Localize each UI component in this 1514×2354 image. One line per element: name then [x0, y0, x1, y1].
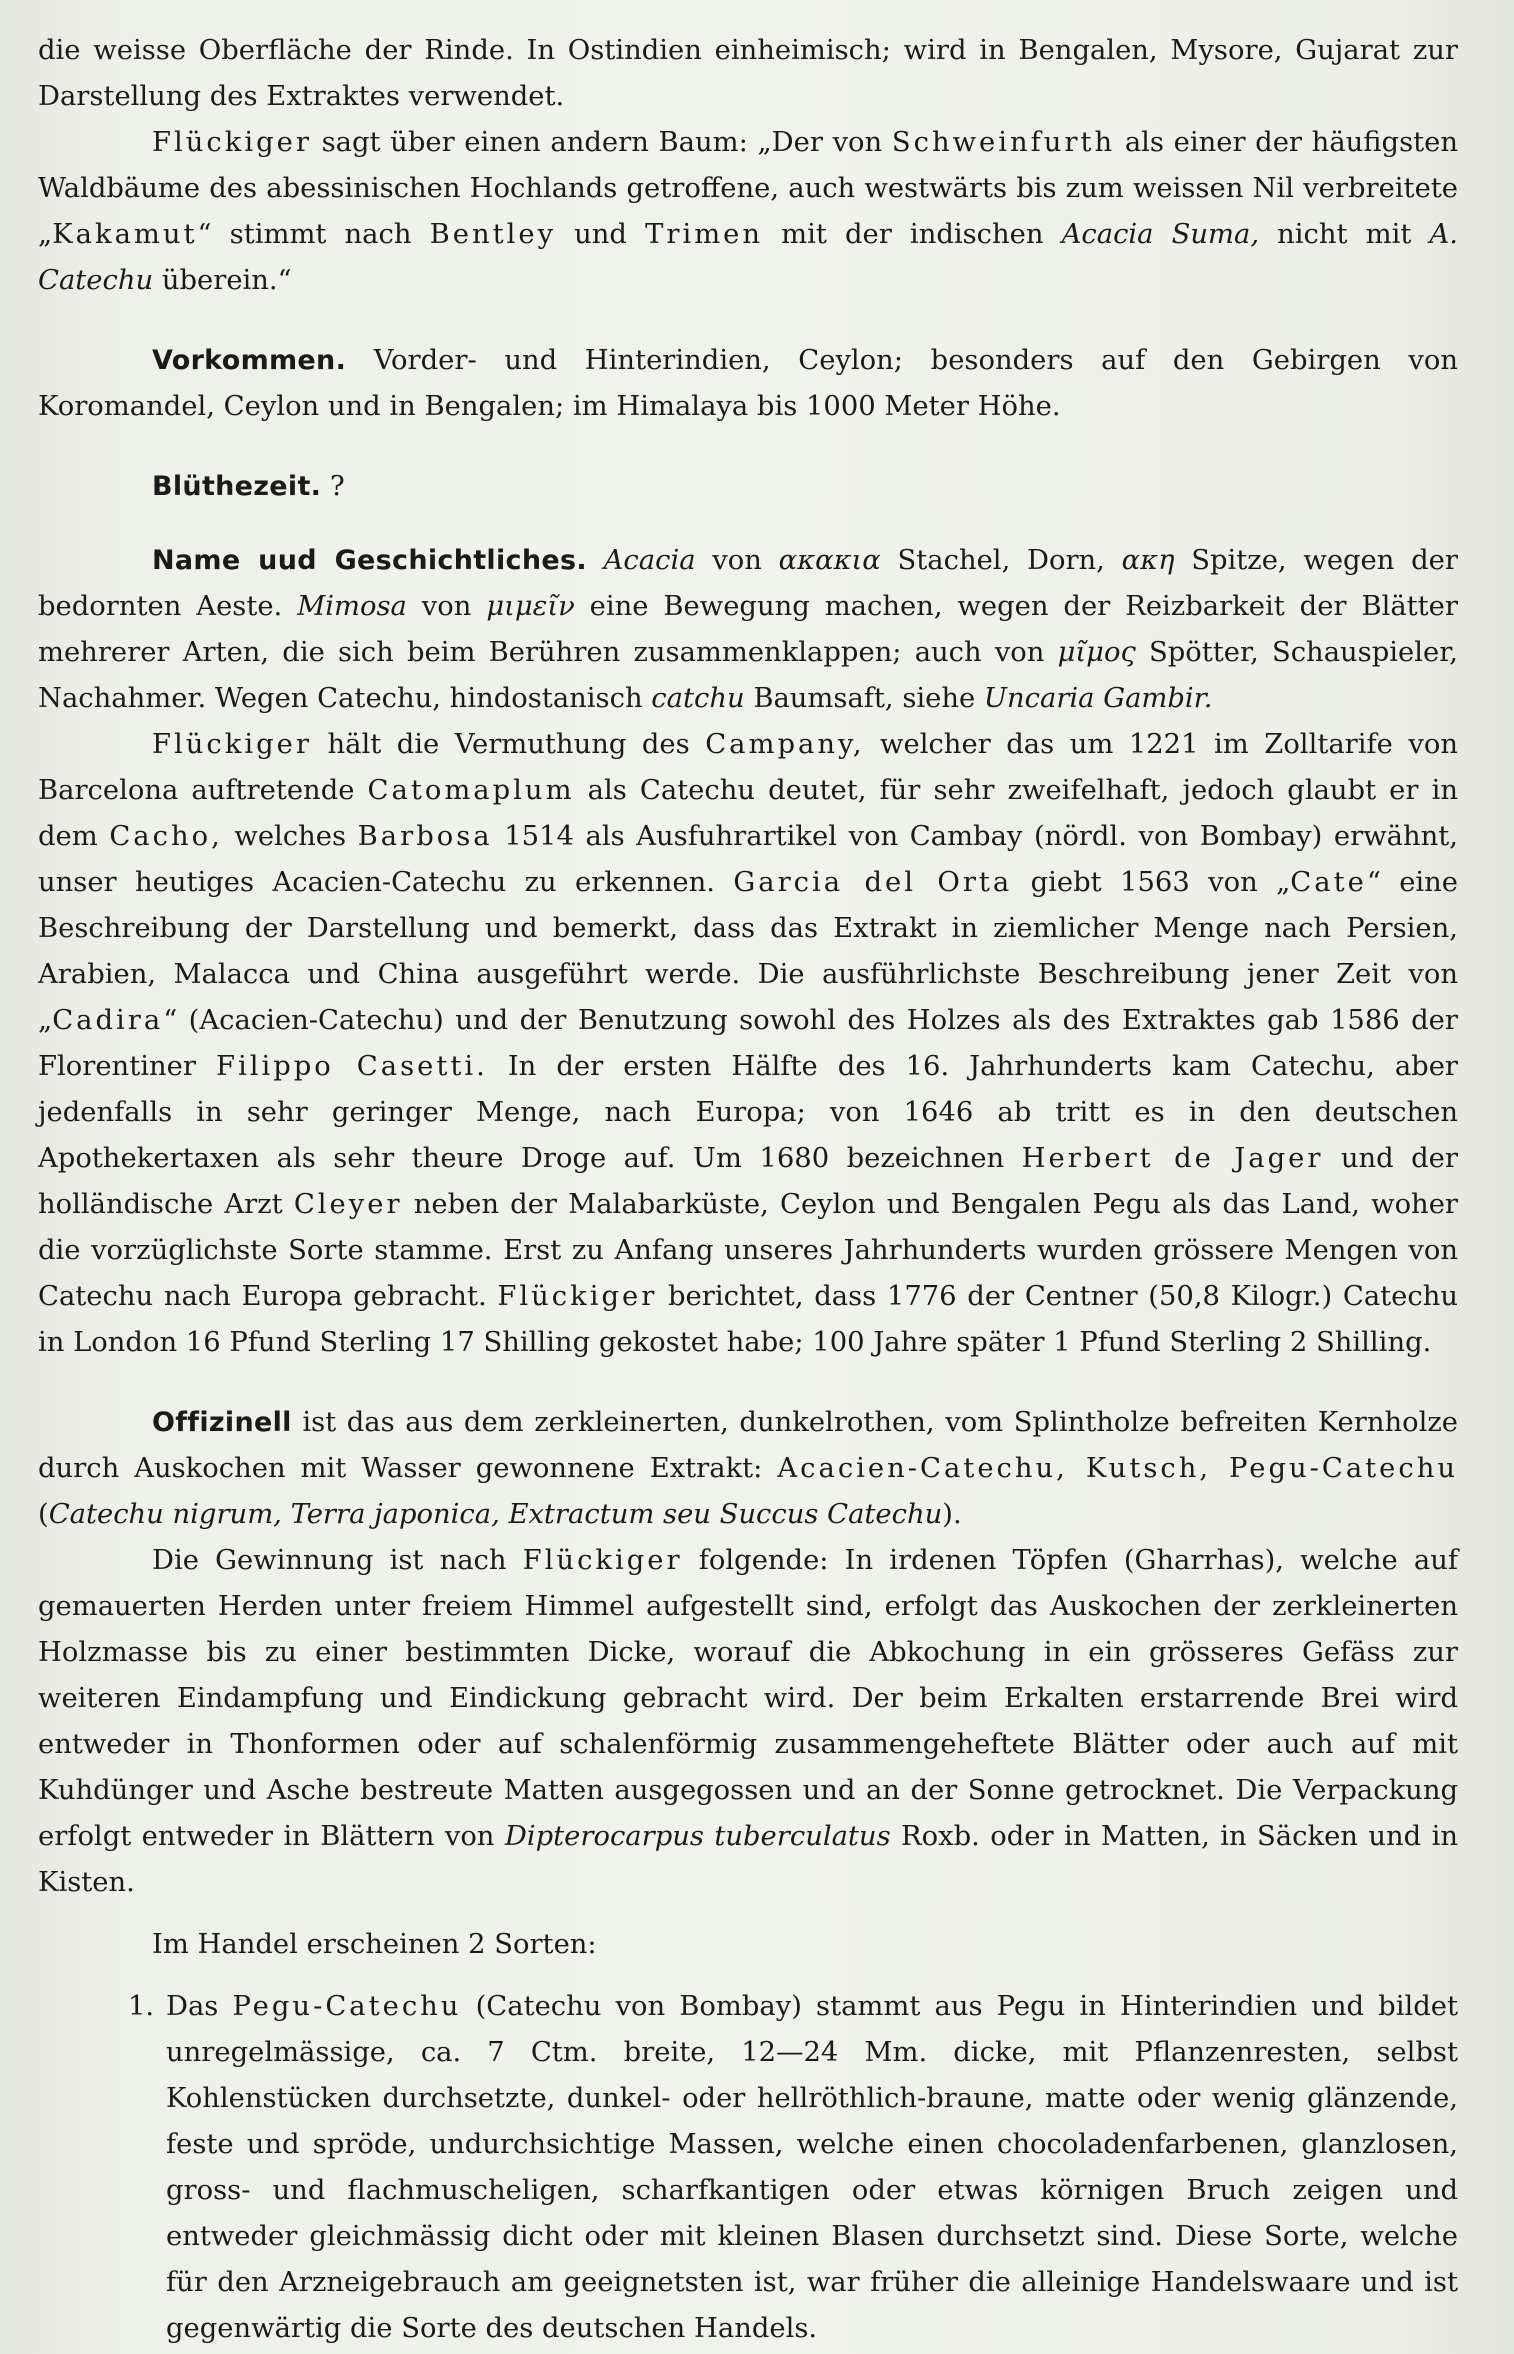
- text: Baumsaft, siehe: [744, 683, 984, 714]
- text: eine Bewegung machen, wegen der Reizbarkeit der Blätter mehrerer Arten, die sich beim Berühren zusammenklappen; auch von: [38, 591, 1458, 668]
- text: ?: [321, 471, 345, 502]
- name-flueckiger: Flückiger: [522, 1545, 683, 1576]
- text: überein.“: [153, 265, 292, 296]
- term-catechu-names: Acacien-Catechu, Kutsch, Pegu-Catechu: [777, 1453, 1458, 1484]
- name: Cadira: [52, 1005, 164, 1036]
- text: Spötter, Schauspieler, Nachahmer. Wegen Catechu, hindostanisch: [38, 637, 1458, 714]
- list-item-pegu-catechu: [128, 1984, 1458, 2352]
- name-trimen: Trimen: [645, 219, 764, 250]
- text: Roxb. oder in Matten, in Säcken und in Kisten.: [38, 1821, 1458, 1898]
- text: Stachel, Dorn,: [880, 545, 1122, 576]
- text: ist das aus dem zerkleinerten, dunkelrothen, vom Splintholze befreiten Kernholze durch Auskochen mit Wasser gewonnene Extrakt:: [38, 1407, 1458, 1484]
- name: Cacho,: [109, 821, 223, 852]
- name: Cate: [1290, 867, 1367, 898]
- name: Herbert de Jager: [1021, 1143, 1324, 1174]
- greek-mimein: μιμεῖν: [486, 591, 575, 622]
- text: “ eine Beschreibung der Darstellung und bemerkt, dass das Extrakt in ziemlicher Menge nach Persien, Arabien, Malacca und China ausgeführt werde. Die ausführlichste Beschreibung jener Zeit von „: [38, 867, 1459, 1036]
- species-uncaria-gambir: Uncaria Gambir.: [983, 683, 1213, 714]
- species-acacia-catechu: A. Catechu: [38, 219, 1458, 296]
- text: hält die Vermuthung des: [311, 729, 706, 760]
- text: (Catechu von Bombay) stammt aus Pegu in Hinterindien und bildet unregelmässige, ca. 7 Ctm. breite, 12—24 Mm. dicke, mit Pflanzenresten, selbst Kohlenstücken durchsetzte, dunkel- oder hellröthlich-braune, matte oder wenig glänzende, feste und spröde, undurchsichtige Massen, welche einen chocoladenfarbenen, glanzlosen, gross- und flachmuscheligen, scharfkantigen oder etwas körnigen Bruch zeigen und entweder gleichmässig dicht oder mit kleinen Blasen durchsetzt sind. Diese Sorte, welche für den Arzneigebrauch am geeignetsten ist, war früher die alleinige Handelswaare und ist gegenwärtig die Sorte des deutschen Handels.: [166, 1991, 1458, 2344]
- term-pegu-catechu: Pegu-Catechu: [232, 1991, 462, 2022]
- text: und: [556, 219, 646, 250]
- term-kakamut: Kakamut: [52, 219, 198, 250]
- name-flueckiger: Flückiger: [152, 127, 312, 158]
- section-bluethezeit: [38, 464, 1458, 510]
- name-schweinfurth: Schweinfurth: [891, 127, 1116, 158]
- text: (: [38, 1499, 49, 1530]
- text: welcher das um 1221 im Zolltarife von Barcelona auftretende: [38, 729, 1458, 806]
- text: [587, 545, 604, 576]
- species-acacia-suma: Acacia Suma,: [1061, 219, 1260, 250]
- latin-names: Catechu nigrum, Terra japonica, Extractum seu Succus Catechu: [48, 1499, 943, 1530]
- greek-mimos: μῖμος: [1057, 637, 1136, 668]
- species-dipterocarpus: Dipterocarpus tuberculatus: [504, 1821, 891, 1852]
- heading-vorkommen: Vorkommen.: [152, 345, 347, 376]
- paragraph-gewinnung: [38, 1538, 1458, 1906]
- section-offizinell: [38, 1400, 1458, 1538]
- term-mimosa: Mimosa: [297, 591, 407, 622]
- name: Barbosa: [357, 821, 493, 852]
- text: 1514 als Ausfuhrartikel von Cambay (nördl. von Bombay) erwähnt, unser heutiges Acacien-Catechu zu erkennen.: [38, 821, 1458, 898]
- name: Cleyer: [293, 1189, 403, 1220]
- greek-ake: ακη: [1121, 545, 1175, 576]
- text: In der ersten Hälfte des 16. Jahrhunderts kam Catechu, aber jedenfalls in sehr geringer Menge, nach Europa; von 1646 ab tritt es in den deutschen Apothekertaxen als sehr theure Droge auf. Um 1680 bezeichnen: [38, 1051, 1458, 1174]
- paragraph-flueckiger-quote: [38, 120, 1458, 304]
- name: Flückiger: [152, 729, 312, 760]
- text: folgende: In irdenen Töpfen (Gharrhas), welche auf gemauerten Herden unter freiem Himmel aufgestellt sind, erfolgt das Auskochen der zerkleinerten Holzmasse bis zu einer bestimmten Dicke, worauf die Abkochung in ein grösseres Gefäss zur weiteren Eindampfung und Eindickung gebracht wird. Der beim Erkalten erstarrende Brei wird entweder in Thonformen oder auf schalenförmig zusammengeheftete Blätter oder auch auf mit Kuhdünger und Asche bestreute Matten ausgegossen und an der Sonne getrocknet. Die Verpackung erfolgt entweder in Blättern von: [38, 1545, 1458, 1852]
- text: von: [695, 545, 779, 576]
- paragraph-handel: Im Handel erscheinen 2 Sorten:: [152, 1929, 597, 1960]
- name-bentley: Bentley: [429, 219, 557, 250]
- list-number: 1.: [128, 1991, 155, 2022]
- text: “ stimmt nach: [197, 219, 430, 250]
- text: als einer der häufigsten Waldbäume des abessinischen Hochlands getroffene, auch westwärts bis zum weissen Nil verbreitete „: [38, 127, 1459, 250]
- section-vorkommen: [38, 338, 1458, 430]
- text: Vorder- und Hinterindien, Ceylon; besonders auf den Gebirgen von Koromandel, Ceylon und in Bengalen; im Himalaya bis 1000 Meter Höhe.: [38, 345, 1458, 422]
- name: Garcia del Orta: [733, 867, 1013, 898]
- text: als Catechu deutet, für sehr zweifelhaft, jedoch glaubt er in dem: [38, 775, 1458, 852]
- name: Filippo Casetti.: [215, 1051, 488, 1082]
- text: giebt 1563 von „: [1012, 867, 1291, 898]
- text: mit der indischen: [763, 219, 1062, 250]
- term-catchu: catchu: [651, 683, 745, 714]
- text: Spitze, wegen der bedornten Aeste.: [38, 545, 1458, 622]
- section-name-geschichtliches: [38, 538, 1458, 722]
- text: Die Gewinnung ist nach: [152, 1545, 523, 1576]
- heading-name-geschichtliches: Name uud Geschichtliches.: [152, 545, 587, 576]
- text: von: [406, 591, 487, 622]
- text: Das: [166, 1991, 233, 2022]
- paragraph-intro: die weisse Oberfläche der Rinde. In Ostindien einheimisch; wird in Bengalen, Mysore, Gujarat zur Darstellung des Extraktes verwendet.: [38, 35, 1458, 112]
- text: und der holländische Arzt: [38, 1143, 1458, 1220]
- name: Flückiger: [497, 1281, 658, 1312]
- heading-offizinell: Offizinell: [152, 1407, 292, 1438]
- text: sagt über einen andern Baum: „Der von: [311, 127, 892, 158]
- greek-akakia: ακακια: [778, 545, 881, 576]
- paragraph-history: [38, 722, 1458, 1366]
- text: nicht mit: [1259, 219, 1430, 250]
- heading-bluethezeit: Blüthezeit.: [152, 471, 322, 502]
- text: welches: [222, 821, 358, 852]
- text: berichtet, dass 1776 der Centner (50,8 Kilogr.) Catechu in London 16 Pfund Sterling 17 Shilling gekostet habe; 100 Jahre später 1 Pfund Sterling 2 Shilling.: [38, 1281, 1458, 1358]
- text: neben der Malabarküste, Ceylon und Bengalen Pegu als das Land, woher die vorzüglichste Sorte stamme. Erst zu Anfang unseres Jahrhunderts wurden grössere Mengen von Catechu nach Europa gebracht.: [38, 1189, 1459, 1312]
- text: “ (Acacien-Catechu) und der Benutzung sowohl des Holzes als des Extraktes gab 1586 der Florentiner: [38, 1005, 1458, 1082]
- term-acacia: Acacia: [603, 545, 696, 576]
- name: Catomaplum: [367, 775, 575, 806]
- name: Campany,: [705, 729, 865, 760]
- text: ).: [942, 1499, 962, 1530]
